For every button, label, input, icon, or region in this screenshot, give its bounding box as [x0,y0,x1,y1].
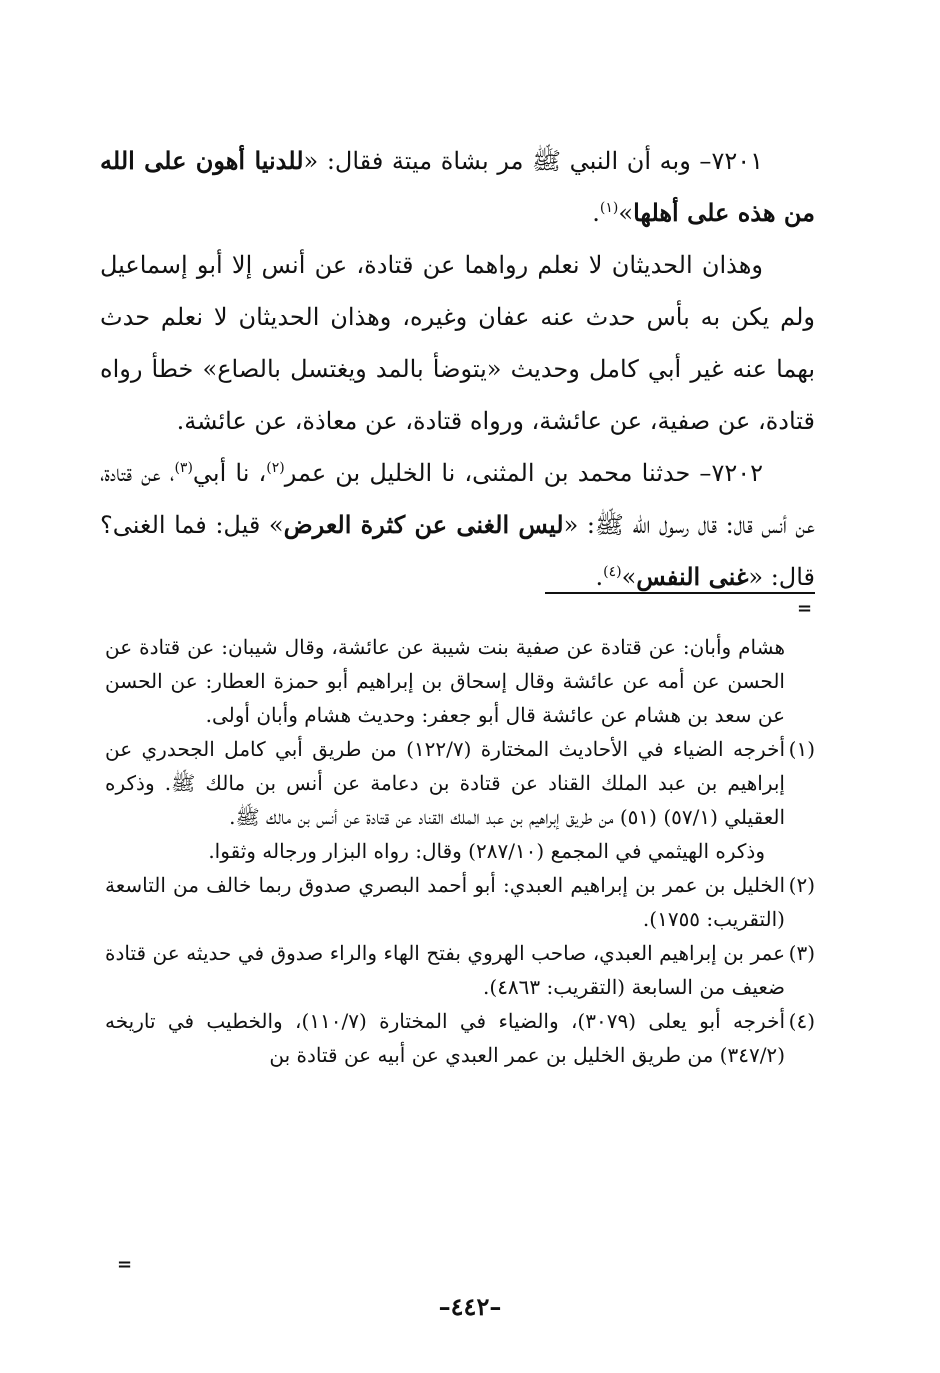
hadith-7202-quote-1: ليس الغنى عن كثرة العرض [283,510,564,539]
hadith-7202 [100,447,815,603]
commentary-paragraph: وهذان الحديثان لا نعلم رواهما عن قتادة، عن أنس إلا أبو إسماعيل ولم يكن به بأس حدث عنه عفان وغيره، وهذان الحديثان لا نعلم حدث بهما عنه غير أبي كامل وحديث «يتوضأ بالمد ويغتسل بالصاع» خطأ رواه قتادة، عن صفية، عن عائشة، ورواه قتادة، عن معاذة، عن عائشة. [100,251,815,435]
hadith-7201 [100,135,815,239]
hadith-7202-end: . [595,563,604,591]
footnote-4-text: أخرجه أبو يعلى (٣٠٧٩)، والضياء في المختارة (١١٠/٧)، والخطيب في تاريخه (٣٤٧/٢) من طريق الخليل بن عمر العبدي عن أبيه عن قتادة بن [105,1009,786,1067]
hadith-7202-chain-2: ، نا أبي [192,459,267,487]
hadith-7202-quote-2: غنى النفس [636,562,749,591]
footnote-ref-4[interactable]: (٤) [603,564,622,580]
footnote-4 [105,1004,815,1072]
footnote-separator [545,592,815,594]
footnotes [105,630,815,1072]
main-text [100,135,815,603]
continuation-mark: = [797,598,813,619]
footnote-3 [105,936,815,1004]
hadith-7201-intro: ٧٢٠١– وبه أن النبي ﷺ مر بشاة ميتة فقال: « [303,147,763,175]
hadith-7201-close: » [618,199,634,227]
footnote-ref-2[interactable]: (٢) [266,460,285,476]
next-page-mark: = [117,1254,133,1275]
hadith-7202-question: » قيل: فما الغنى؟ قال: « [100,511,815,591]
footnote-ref-3[interactable]: (٣) [174,460,193,476]
page-number: –٤٤٢– [438,1292,502,1321]
footnote-continuation: هشام وأبان: عن قتادة عن صفية بنت شيبة عن عائشة، وقال شيبان: عن قتادة عن الحسن عن أمه عن عائشة وقال إسحاق بن إبراهيم أبو حمزة العطار: عن الحسن عن سعد بن هشام عن عائشة قال أبو جعفر: وحديث هشام وأبان أولى. [105,635,785,727]
hadith-7202-close: » [621,563,637,591]
hadith-7201-quote: للدنيا أهون على الله من هذه على أهلها [100,146,815,227]
footnote-3-number: (٣) [788,941,815,965]
footnote-1-extra: وذكره الهيثمي في المجمع (٢٨٧/١٠) وقال: رواه البزار ورجاله وثقوا. [208,839,765,863]
footnote-ref-1[interactable]: (١) [599,200,619,216]
footnote-2 [105,868,815,936]
hadith-7202-chain: ٧٢٠٢– حدثنا محمد بن المثنى، نا الخليل بن عمر [284,459,763,487]
footnote-4-number: (٤) [788,1009,815,1033]
hadith-7202-chain-3: ، عن قتادة، عن أنس قال: قال رسول الله ﷺ: « [100,459,815,539]
footnote-2-number: (٢) [788,873,815,897]
hadith-7201-end: . [592,199,600,227]
footnote-1-text: أخرجه الضياء في الأحاديث المختارة (١٢٢/٧) من طريق أبي كامل الجحدري عن إبراهيم بن عبد الملك القناد عن قتادة بن دعامة عن أنس بن مالك ﷺ. وذكره العقيلي (٥٧/١) (٥١) من طريق إبراهيم بن عبد الملك القناد عن قتادة عن أنس بن مالك ﷺ. [105,737,785,829]
footnote-2-text: الخليل بن عمر بن إبراهيم العبدي: أبو أحمد البصري صدوق ربما خالف من التاسعة (التقريب: ١٧٥٥). [105,873,785,931]
footnote-1-number: (١) [788,737,815,761]
footnote-1 [105,732,815,834]
footnote-3-text: عمر بن إبراهيم العبدي، صاحب الهروي بفتح الهاء والراء صدوق في حديثه عن قتادة ضعيف من السابعة (التقريب: ٤٨٦٣). [105,941,785,999]
